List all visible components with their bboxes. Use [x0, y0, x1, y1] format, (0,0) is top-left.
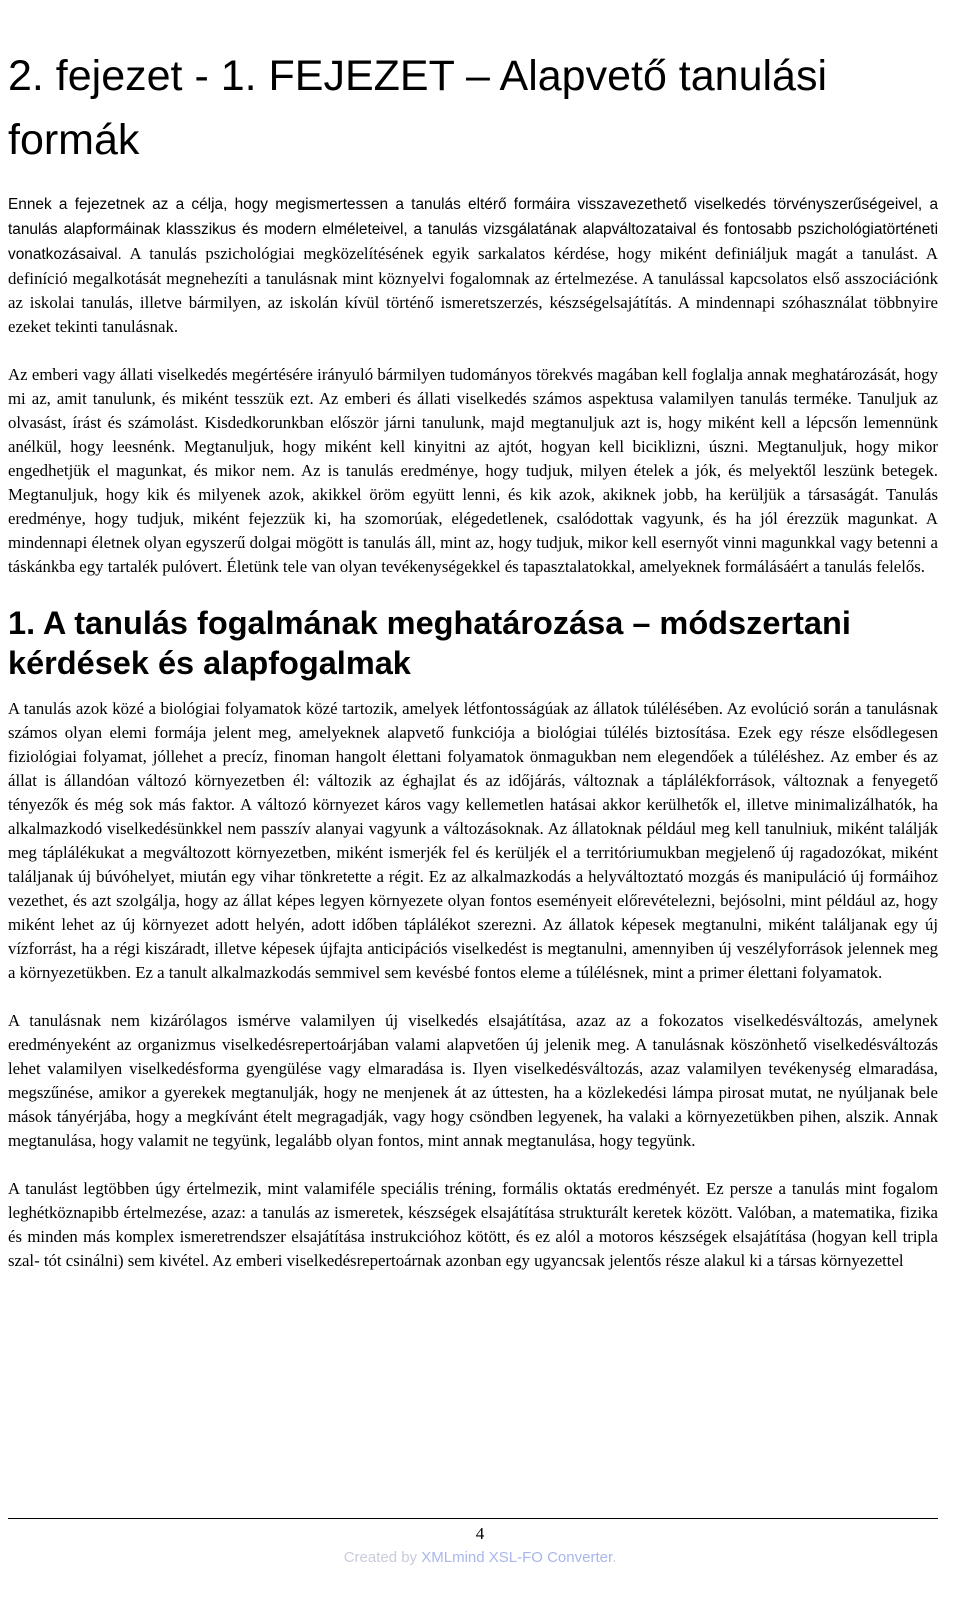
section-paragraph-3: A tanulást legtöbben úgy értelmezik, mint valamiféle speciális tréning, formális oktatás eredményét. Ez persze a tanulás mint fogalom leghétköznapibb értelmezése, azaz: a tanulás az ismeretek, készségek elsajátítása strukturált keretek között. Valóban, a matematika, fizika és minden más komplex ismeretrendszer elsajátítása instrukcióhoz kötött, és ez alól a motoros készségek elsajátítása (hogyan kell tripla szal- tót csinálni) sem kivétel. Az emberi viselkedésrepertoárnak azonban egy ugyancsak jelentős része alakul ki a társas környezettel: [8, 1179, 938, 1270]
document-page: [8, 44, 938, 1297]
chapter-paragraph-2: Az emberi vagy állati viselkedés megértésére irányuló bármilyen tudományos törekvés magában kell foglalja annak meghatározását, hogy mi az, amit tanulunk, és miként tesszük ezt. Az emberi és állati viselkedés számos aspektusa valamilyen tanulás terméke. Tanuljuk az olvasást, írást és számolást. Kisdedkorunkban először járni tanulunk, majd megtanuljuk azt is, hogy miként kell a lépcsőn lemennünk anélkül, hogy leesnénk. Megtanuljuk, hogy miként kell kinyitni az ajtót, hogyan kell biciklizni, úszni. Megtanuljuk, hogy mikor engedhetjük el magunkat, és mikor nem. Az is tanulás eredménye, hogy tudjuk, milyen ételek a jók, és melyektől leszünk betegek. Megtanuljuk, hogy kik és milyenek azok, akikkel öröm együtt lenni, és kik azok, akiknek jobb, ha kerüljük a társaságát. Tanulás eredménye, hogy tudjuk, miként fejezzük ki, ha szomorúak, elégedetlenek, csalódottak vagyunk, és ha jól érezzük magunkat. A mindennapi életnek olyan egyszerű dolgai mögött is tanulás áll, mint az, hogy tudjuk, mikor kell esernyőt vinni magunkkal vagy betenni a táskánkba egy tartalék pulóvert. Életünk tele van olyan tevékenységekkel és tapasztalatokkal, amelyeknek formálásáért a tanulás felelős.: [8, 365, 938, 576]
section-paragraph-2: A tanulásnak nem kizárólagos ismérve valamilyen új viselkedés elsajátítása, azaz az a fokozatos viselkedésváltozás, amelynek eredményeként az organizmus viselkedésrepertoárjában valami alapvetően új jelenik meg. A tanulásnak köszönhető viselkedésváltozás lehet valamilyen viselkedésforma gyengülése vagy elmaradása is. Ilyen viselkedésváltozás, azaz valamilyen tevékenység elmaradása, megszűnése, amikor a gyerekek megtanulják, hogy ne menjenek át az úttesten, ha a közlekedési lámpa pirosat mutat, ne nyúljanak bele mások tányérjába, hogy a megkívánt ételt megragadják, vagy hogy csöndben legyenek, ha valaki a környezetükben pihen, alszik. Annak megtanulása, hogy valamit ne tegyünk, legalább olyan fontos, mint annak megtanulása, hogy tegyünk.: [8, 1011, 938, 1150]
creator-link[interactable]: XMLmind XSL-FO Converter: [421, 1549, 613, 1566]
chapter-intro-paragraph: [8, 192, 938, 339]
chapter-intro-sans-text: Ennek a fejezetnek az a célja, hogy megismertessen a tanulás eltérő formáira visszavezethető viselkedés törvényszerűségeivel, a tanulás alapformáinak klasszikus és modern elméleteivel, a tanulás vizsgálatának alapváltozataival és fontosabb pszichológiatörténeti vonatkozásaival.: [8, 196, 938, 263]
section-paragraph-1: A tanulás azok közé a biológiai folyamatok közé tartozik, amelyek létfontosságúak az állatok túlélésében. Az evolúció során a tanulásnak számos olyan elemi formája jelent meg, amelyeknek alapvető funkciója a biológiai túlélés biztosítása. Ezek egy része elsődlegesen fiziológiai folyamat, jóllehet a precíz, finoman hangolt élettani folyamatok önmagukban nem elegendőek a túléléshez. Az ember és az állat is állandóan változó környezetben él: változik az éghajlat és az időjárás, változnak a táplálékforrások, változnak a fenyegető tényezők és még sok más faktor. A változó környezet káros vagy kellemetlen hatásai akkor kerülhetők el, illetve minimalizálhatók, ha alkalmazkodó viselkedésünkkel nem passzív alanyai vagyunk a változásoknak. Az állatoknak például meg kell tanulniuk, miként találják meg táplálékukat a megváltozott környezetben, miként ismerjék fel és kerüljék el a territóriumukban megjelenő új ragadozókat, miként találjanak új búvóhelyet, miután egy vihar tönkretette a régit. Ez az alkalmazkodás a helyváltoztató mozgás és manipuláció új formáihoz vezethet, és azt szolgálja, hogy az állat képes legyen környezete olyan fontos eseményeit előrevételezni, bejósolni, mint például az, hogy miként lehet az új környezet adott helyén, adott időben táplálékot szerezni. Az állatok képesek megtanulni, miként találjanak egy új vízforrást, ha a régi kiszáradt, illetve képesek újfajta anticipációs viselkedést is megtanulni, amennyiben új veszélyforrások jelennek meg a környezetükben. Ez a tanult alkalmazkodás semmivel sem kevésbé fontos eleme a túlélésnek, mint a primer élettani folyamatok.: [8, 699, 938, 982]
section-title: 1. A tanulás fogalmának meghatározása – módszertani kérdések és alapfogalmak: [8, 605, 851, 681]
chapter-title: 2. fejezet - 1. FEJEZET – Alapvető tanulási formák: [8, 52, 828, 164]
creator-prefix: Created by: [343, 1549, 422, 1566]
chapter-intro-serif-text: A tanulás pszichológiai megközelítésének egyik sarkalatos kérdése, hogy miként definiáljuk magát a tanulást. A definíció megalkotását megnehezíti a tanulásnak mint köznyelvi fogalomnak az értelmezése. A tanulással kapcsolatos első asszociációnk az iskolai tanulás, illetve bármilyen, az iskolán kívül történő ismeretszerzés, készségelsajátítás. A mindennapi szóhasználat többnyire ezeket tekinti tanulásnak.: [8, 244, 938, 336]
creator-credit: [0, 1547, 960, 1569]
footer-divider: [8, 1518, 938, 1519]
page-number: 4: [475, 1524, 485, 1543]
creator-suffix: .: [612, 1549, 617, 1566]
